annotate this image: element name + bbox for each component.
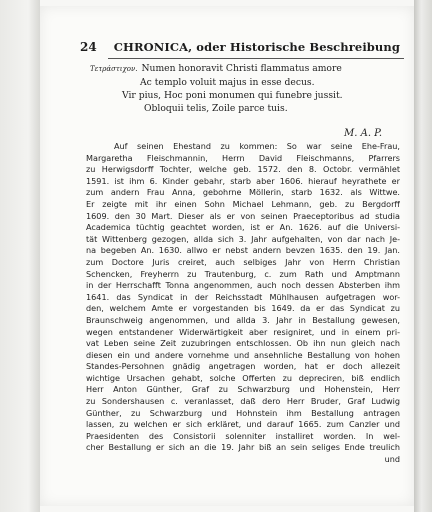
body-line: Braunschweig angenommen, und allda 3. Jahr in Bestallung gewesen, (86, 314, 400, 325)
left-margin-shadow (0, 0, 40, 512)
body-line: na begeben An. 1630. allwo er nebst andern bevzen 1635. den 19. Jan. (86, 245, 400, 256)
running-head: CHRONICA, oder Historische Beschreibung (113, 40, 400, 54)
poem-line: Vir pius, Hoc poni monumen qui funebre jussit. (122, 90, 343, 101)
body-line: Margaretha Fleischmannin, Herrn David Fleischmanns, Pfarrers (86, 152, 400, 163)
page-edge-shadow (414, 0, 432, 512)
latin-poem (90, 62, 400, 115)
poem-line: Obloquii telis, Zoile parce tuis. (144, 103, 288, 114)
body-line: Herr Anton Günther, Graf zu Schwarzburg und Hohenstein, Herr (86, 384, 400, 395)
body-line: zum andern Frau Anna, gebohrne Möllerin, starb 1632. als Wittwe. (86, 187, 400, 198)
body-line: wichtige Ursachen gehabt, solche Offerten zu depreciren, biß endlich (86, 372, 400, 383)
body-line: tät Wittenberg gezogen, allda sich 3. Jahr aufgehalten, von dar nach Je- (86, 233, 400, 244)
poem-signature: M. A. P. (344, 128, 383, 139)
page-number: 24 (80, 40, 97, 54)
body-line: Günther, zu Schwarzburg und Hohnstein ihm Bestallung antragen (86, 407, 400, 418)
body-line: zu Sondershausen c. veranlasset, daß dero Herr Bruder, Graf Ludwig (86, 396, 400, 407)
body-line: 1591. ist ihm 6. Kinder gebahr, starb aber 1606. hierauf heyrathete er (86, 175, 400, 186)
body-paragraph (86, 141, 400, 466)
body-line: Academica tüchtig geachtet worden, ist er An. 1626. auf die Universi- (86, 222, 400, 233)
body-line: Er zeigte mit ihr einen Sohn Michael Lehmann, geb. zu Bergdorff (86, 198, 400, 209)
body-line: Schencken, Freyherrn zu Trautenburg, c. zum Rath und Amptmann (86, 268, 400, 279)
body-line: 1641. das Syndicat in der Reichsstadt Mühlhausen aufgetragen wor- (86, 291, 400, 302)
poem-line (90, 62, 400, 76)
poem-prefix: Τετράστιχον. (90, 65, 138, 73)
body-line: und (384, 454, 400, 465)
body-line: zum Doctore Juris creiret, auch selbiges Jahr von Herrn Christian (86, 256, 400, 267)
body-line: 1609. den 30 Mart. Dieser als er von seinen Praeceptoribus ad studia (86, 210, 400, 221)
body-line: Standes-Persohnen gnädig angetragen worden, hat er doch allezeit (86, 361, 400, 372)
poem-line: Ac templo voluit majus in esse decus. (140, 77, 315, 88)
body-line: den, welchem Amte er vorgestanden bis 1649. da er das Syndicat zu (86, 303, 400, 314)
body-line: zu Herwigsdorff Tochter, welche geb. 1572. den 8. Octobr. vermählet (86, 164, 400, 175)
body-line: in der Herrschafft Tonna angenommen, auch noch dessen Absterben ihm (86, 280, 400, 291)
body-line: lassen, zu welchen er sich erkläret, und darauf 1665. zum Canzler und (86, 419, 400, 430)
page-header (80, 40, 400, 56)
header-rule (108, 58, 404, 59)
body-line: vat Leben seine Zeit zuzubringen entschlossen. Ob ihn nun gleich nach (86, 338, 400, 349)
poem-line-text: Numen honoravit Christi flammatus amore (141, 63, 342, 74)
body-line: wegen entstandener Widerwärtigkeit aber resigniret, und in einem pri- (86, 326, 400, 337)
body-line: Praesidenten des Consistorii solenniter installiret worden. In wel- (86, 430, 400, 441)
body-line: cher Bestallung er sich an die 19. Jahr biß an sein seliges Ende treulich (86, 442, 400, 453)
body-line: Auf seinen Ehestand zu kommen: So war seine Ehe-Frau, (114, 141, 400, 151)
body-line: diesen ein und andere vornehme und ansehnliche Bestallung von hohen (86, 349, 400, 360)
